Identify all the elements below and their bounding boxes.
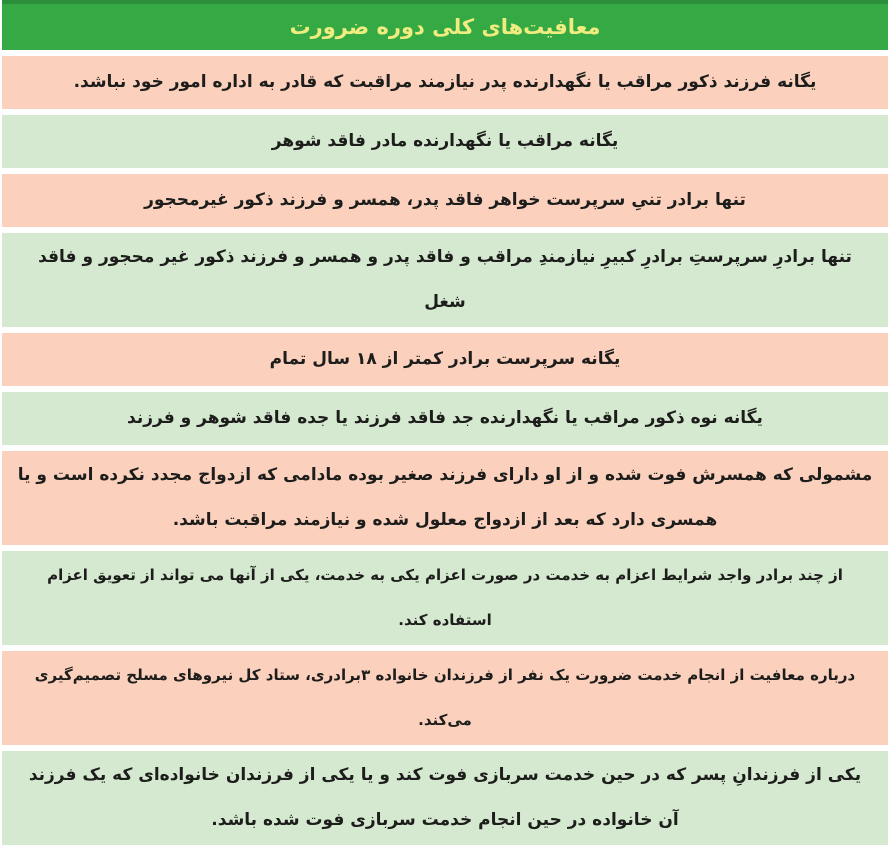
row-text: یگانه نوه ذکور مراقب یا نگهدارنده جد فاقد فرزند یا جده فاقد شوهر و فرزند <box>127 408 763 428</box>
row-text: تنها برادرِ سرپرستِ برادرِ کبیرِ نیازمندِ مراقب و فاقد پدر و همسر و فرزند ذکور غیر محجور و فاقد شغل <box>38 247 852 312</box>
table-row <box>2 333 888 386</box>
table-row <box>2 56 888 109</box>
row-text: درباره معافیت از انجام خدمت ضرورت یک نفر از فرزندان خانواده ۳برادری، ستاد کل نیروهای مسلح تصمیم‌گیری می‌کند. <box>34 666 856 729</box>
row-text: از چند برادر واجد شرایط اعزام به خدمت در صورت اعزام یکی به خدمت، یکی از آنها می تواند از تعویق اعزام استفاده کند. <box>47 566 843 629</box>
row-text: یکی از فرزندانِ پسر که در حین خدمت سربازی فوت کند و یا یکی از فرزندان خانواده‌ای که یک فرزند آن خانواده در حین انجام خدمت سربازی فوت شده باشد. <box>28 765 862 830</box>
row-text: تنها برادر تنیِ سرپرست خواهر فاقد پدر، همسر و فرزند ذکور غیرمحجور <box>144 190 746 210</box>
table-row <box>2 551 888 645</box>
row-text: مشمولی که همسرش فوت شده و از او دارای فرزند صغیر بوده مادامی که ازدواج مجدد نکرده است و یا همسری دارد که بعد از ازدواج معلول شده و نیازمند مراقبت باشد. <box>17 465 873 530</box>
table-row <box>2 174 888 227</box>
table-title: معافیت‌های کلی دوره ضرورت <box>289 15 601 39</box>
row-text: یگانه سرپرست برادر کمتر از ۱۸ سال تمام <box>269 349 621 369</box>
row-text: یگانه مراقب یا نگهدارنده مادر فاقد شوهر <box>271 131 619 151</box>
table-header <box>2 0 888 50</box>
table-row <box>2 451 888 545</box>
table-row <box>2 233 888 327</box>
row-text: یگانه فرزند ذکور مراقب یا نگهدارنده پدر نیازمند مراقبت که قادر به اداره امور خود نباشد. <box>73 72 817 92</box>
table-row <box>2 392 888 445</box>
table-row <box>2 651 888 745</box>
table-row <box>2 115 888 168</box>
table-row <box>2 751 888 845</box>
